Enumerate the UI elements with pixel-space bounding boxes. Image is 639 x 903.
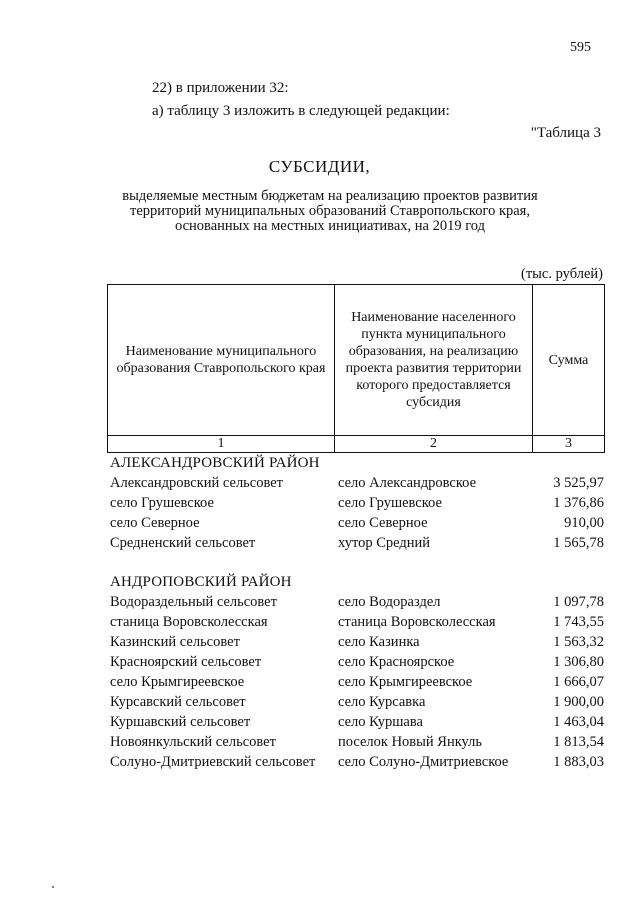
column-numbers-row — [108, 436, 605, 453]
settlement-cell: село Водораздел — [338, 594, 441, 610]
settlement-cell: село Северное — [338, 515, 428, 531]
amendment-line-2: а) таблицу 3 изложить в следующей редакции: — [152, 103, 450, 119]
amount-cell: 1 813,54 — [553, 734, 604, 750]
table-row — [110, 652, 606, 672]
municipality-cell: Куршавский сельсовет — [110, 714, 251, 730]
amount-cell: 1 463,04 — [553, 714, 604, 730]
table-row — [110, 493, 606, 513]
table-row — [110, 732, 606, 752]
table-row — [110, 752, 606, 772]
table-row — [110, 612, 606, 632]
header-settlement: Наименование населенного пункта муниципального образования, на реализацию проекта развития территории которого предоставляется субсидия — [335, 285, 533, 436]
municipality-cell: Красноярский сельсовет — [110, 654, 262, 670]
settlement-cell: село Казинка — [338, 634, 420, 650]
column-number-3: 3 — [533, 436, 605, 453]
column-number-1: 1 — [108, 436, 335, 453]
header-row — [108, 285, 605, 436]
settlement-cell: село Крымгиреевское — [338, 674, 473, 690]
amount-cell: 910,00 — [564, 515, 604, 531]
table-header — [107, 284, 605, 453]
amendment-line-1: 22) в приложении 32: — [152, 80, 289, 96]
amount-cell: 1 883,03 — [553, 754, 604, 770]
page-number: 595 — [570, 40, 591, 55]
amount-cell: 1 097,78 — [553, 594, 604, 610]
amount-cell: 1 565,78 — [553, 535, 604, 551]
settlement-cell: поселок Новый Янкуль — [338, 734, 483, 750]
municipality-cell: село Грушевское — [110, 495, 214, 511]
table-row — [110, 473, 606, 493]
district-heading: АНДРОПОВСКИЙ РАЙОН — [110, 574, 292, 590]
scan-speck — [52, 886, 54, 888]
municipality-cell: Водораздельный сельсовет — [110, 594, 277, 610]
settlement-cell: село Красноярское — [338, 654, 455, 670]
table-row — [110, 592, 606, 612]
settlement-cell: село Александровское — [338, 475, 477, 491]
document-subtitle: выделяемые местным бюджетам на реализацию проектов развития территорий муниципальных образований Ставропольского края, основанных на местных инициативах, на 2019 год — [122, 188, 538, 234]
header-municipality: Наименование муниципального образования Ставропольского края — [108, 285, 335, 436]
table-row — [110, 533, 606, 553]
document-title: СУБСИДИИ, — [268, 157, 371, 176]
municipality-cell: село Крымгиреевское — [110, 674, 245, 690]
table-row — [110, 692, 606, 712]
settlement-cell: село Курсавка — [338, 694, 426, 710]
amount-cell: 1 306,80 — [553, 654, 604, 670]
amount-cell: 1 666,07 — [553, 674, 604, 690]
district-heading: АЛЕКСАНДРОВСКИЙ РАЙОН — [110, 455, 320, 471]
settlement-cell: хутор Средний — [338, 535, 431, 551]
municipality-cell: Александровский сельсовет — [110, 475, 284, 491]
municipality-cell: Казинский сельсовет — [110, 634, 240, 650]
column-number-2: 2 — [335, 436, 533, 453]
header-amount: Сумма — [533, 285, 605, 436]
municipality-cell: Курсавский сельсовет — [110, 694, 246, 710]
municipality-cell: Новоянкульский сельсовет — [110, 734, 276, 750]
municipality-cell: Средненский сельсовет — [110, 535, 256, 551]
settlement-cell: село Куршава — [338, 714, 423, 730]
table-row — [110, 632, 606, 652]
amount-cell: 1 563,32 — [553, 634, 604, 650]
amount-cell: 1 900,00 — [553, 694, 604, 710]
amount-cell: 1 376,86 — [553, 495, 604, 511]
settlement-cell: село Грушевское — [338, 495, 442, 511]
settlement-cell: село Солуно-Дмитриевское — [338, 754, 509, 770]
amount-cell: 3 525,97 — [553, 475, 604, 491]
table-label: "Таблица 3 — [530, 125, 601, 141]
units-label: (тыс. рублей) — [521, 266, 603, 282]
municipality-cell: село Северное — [110, 515, 200, 531]
table-row — [110, 513, 606, 533]
table-row — [110, 672, 606, 692]
table-row — [110, 712, 606, 732]
municipality-cell: Солуно-Дмитриевский сельсовет — [110, 754, 316, 770]
amount-cell: 1 743,55 — [553, 614, 604, 630]
municipality-cell: станица Воровсколесская — [110, 614, 268, 630]
settlement-cell: станица Воровсколесская — [338, 614, 496, 630]
table-body — [110, 453, 606, 772]
